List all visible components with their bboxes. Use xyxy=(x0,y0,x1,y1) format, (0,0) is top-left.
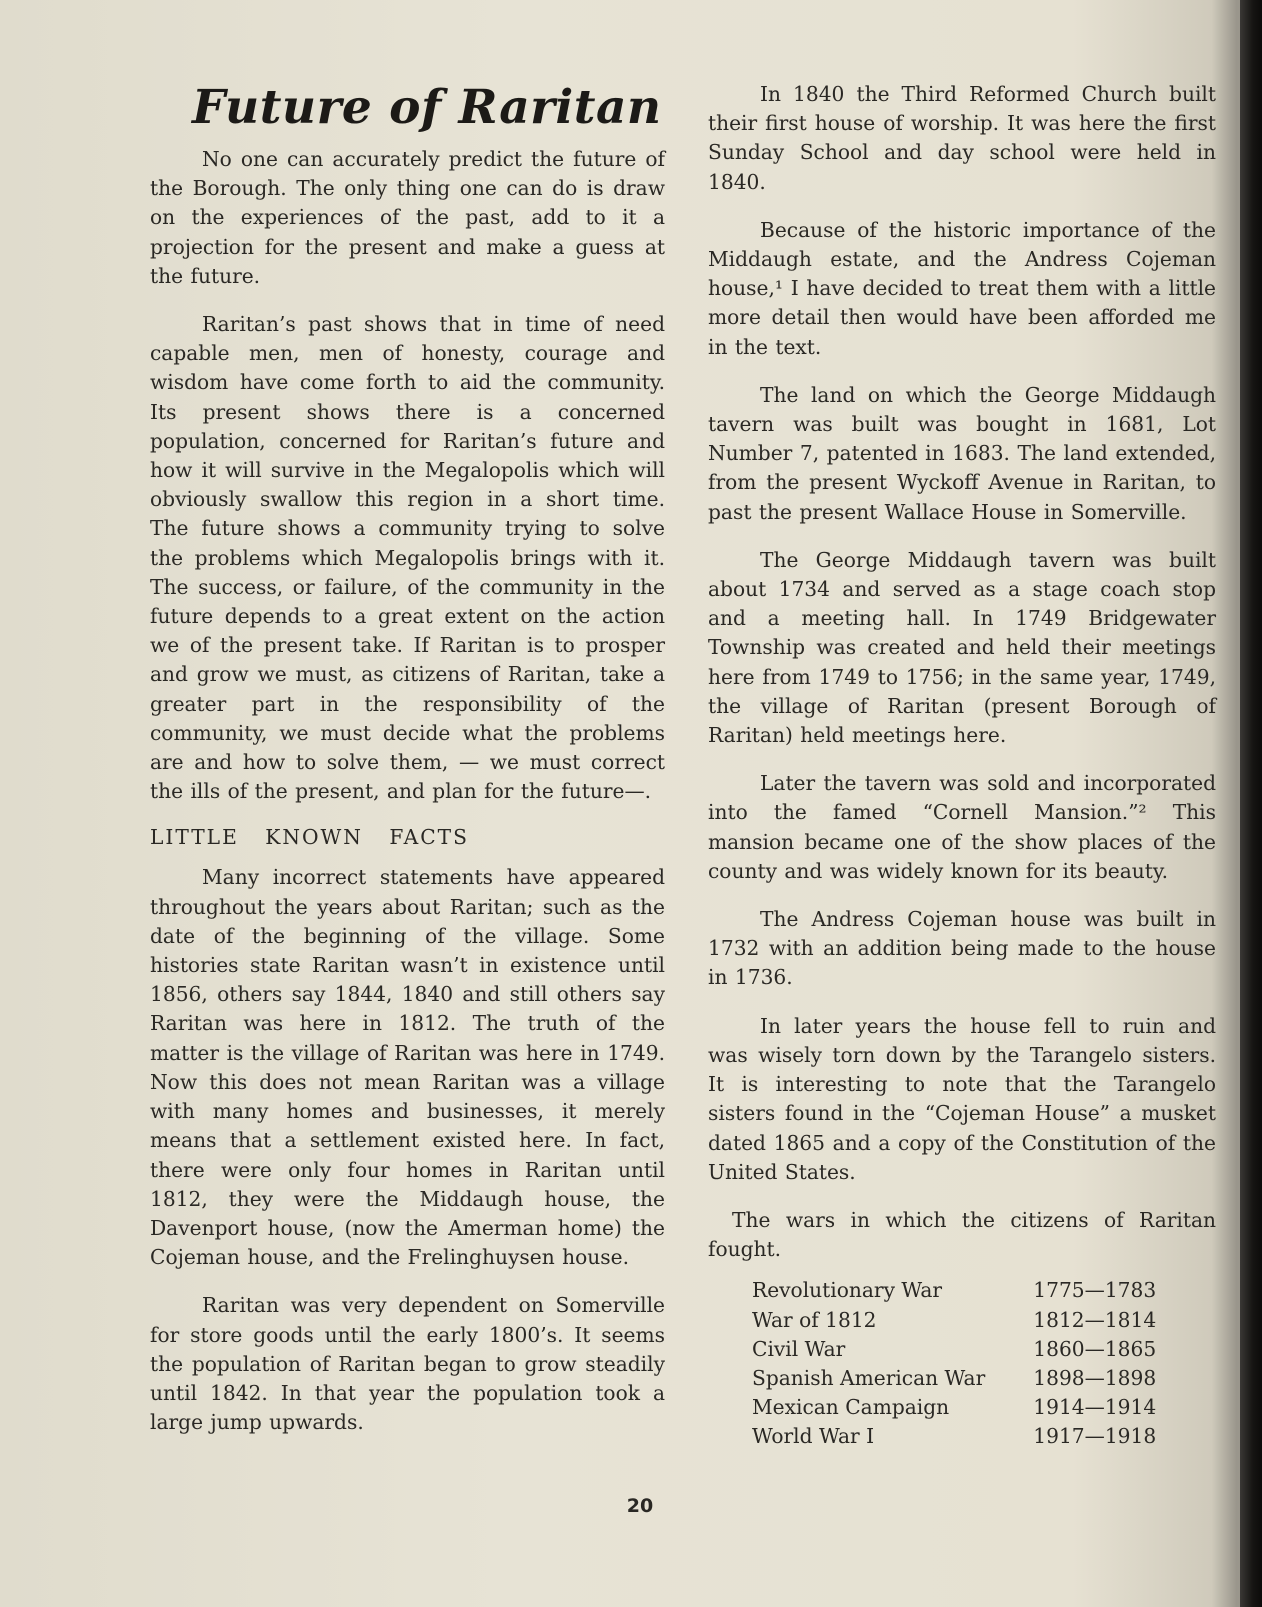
war-row xyxy=(752,1393,1156,1422)
tarangelo-paragraph: In later years the house fell to ruin and was wisely torn down by the Tarangelo sisters. It is interesting to note that the Tarangelo sisters found in the “Cojeman House” a musket dated 1865 and a copy of the Constitution of the United States. xyxy=(708,1013,1216,1184)
war-row xyxy=(752,1306,1156,1335)
war-row xyxy=(752,1364,1156,1393)
war-name: Mexican Campaign xyxy=(752,1395,950,1420)
cornell-mansion-paragraph: Later the tavern was sold and incorporated into the famed “Cornell Mansion.”² This mansion became one of the show places of the county and was widely known for its beauty. xyxy=(708,771,1216,883)
intro-paragraph: No one can accurately predict the future of the Borough. The only thing one can do is draw on the experiences of the past, add to it a projection for the present and make a guess at the future. xyxy=(150,147,665,288)
past-present-future-paragraph: Raritan’s past shows that in time of need capable men, men of honesty, courage and wisdom have come forth to aid the community. Its present shows there is a concerned population, concerned for Raritan’s future and how it will survive in the Megalopolis which will obviously swallow this region in a short time. The future shows a community trying to solve the problems which Megalopolis brings with it. The success, or failure, of the community in the future depends to a great extent on the action we of the present take. If Raritan is to prosper and grow we must, as citizens of Raritan, take a greater part in the responsibility of the community, we must decide what the problems are and how to solve them, — we must correct the ills of the present, and plan for the future—. xyxy=(150,312,665,804)
section-heading: LITTLE KNOWN FACTS xyxy=(150,825,469,850)
war-row xyxy=(752,1422,1156,1451)
page-number: 20 xyxy=(626,1495,654,1517)
war-name: Revolutionary War xyxy=(752,1278,943,1303)
war-row xyxy=(752,1335,1156,1364)
facts-paragraph: Many incorrect statements have appeared throughout the years about Raritan; such as the date of the beginning of the village. Some histories state Raritan wasn’t in existence until 1856, others say 1844, 1840 and still others say Raritan was here in 1812. The truth of the matter is the village of Raritan was here in 1749. Now this does not mean Raritan was a village with many homes and businesses, it merely means that a settlement existed here. In fact, there were only four homes in Raritan until 1812, they were the Middaugh house, the Davenport house, (now the Amerman home) the Cojeman house, and the Frelinghuysen house. xyxy=(150,865,665,1270)
war-years: 1898—1898 xyxy=(1033,1365,1157,1390)
war-years: 1860—1865 xyxy=(1033,1336,1157,1361)
wars-table xyxy=(752,1276,1156,1451)
war-years: 1812—1814 xyxy=(1033,1307,1157,1332)
war-row xyxy=(752,1276,1156,1305)
war-name: World War I xyxy=(752,1424,875,1449)
war-years: 1914—1914 xyxy=(1033,1395,1157,1420)
page-title: Future of Raritan xyxy=(192,80,662,135)
tavern-paragraph: The George Middaugh tavern was built about 1734 and served as a stage coach stop and a meeting hall. In 1749 Bridgewater Township was created and held their meetings here from 1749 to 1756; in the same year, 1749, the village of Raritan (present Borough of Raritan) held meetings here. xyxy=(708,547,1216,748)
land-paragraph: The land on which the George Middaugh tavern was built was bought in 1681, Lot Number 7, patented in 1683. The land extended, from the present Wyckoff Avenue in Raritan, to past the present Wallace House in Somerville. xyxy=(708,382,1216,524)
historic-importance-paragraph: Because of the historic importance of the Middaugh estate, and the Andress Cojeman house,¹ I have decided to treat them with a little more detail then would have been afforded me in the text. xyxy=(708,217,1216,359)
left-column xyxy=(150,80,665,1456)
wars-intro: The wars in which the citizens of Raritan fought. xyxy=(708,1207,1216,1262)
binding-shadow xyxy=(1240,0,1262,1607)
war-years: 1775—1783 xyxy=(1033,1278,1157,1303)
war-name: Spanish American War xyxy=(752,1365,986,1390)
cojeman-house-paragraph: The Andress Cojeman house was built in 1732 with an addition being made to the house in 1736. xyxy=(708,907,1216,990)
church-paragraph: In 1840 the Third Reformed Church built their first house of worship. It was here the first Sunday School and day school were held in 1840. xyxy=(708,82,1216,194)
war-name: War of 1812 xyxy=(752,1307,877,1332)
right-column xyxy=(708,80,1216,1452)
war-name: Civil War xyxy=(752,1336,846,1361)
somerville-paragraph: Raritan was very dependent on Somerville for store goods until the early 1800’s. It seems the population of Raritan began to grow steadily until 1842. In that year the population took a large jump upwards. xyxy=(150,1293,665,1435)
war-years: 1917—1918 xyxy=(1033,1424,1157,1449)
